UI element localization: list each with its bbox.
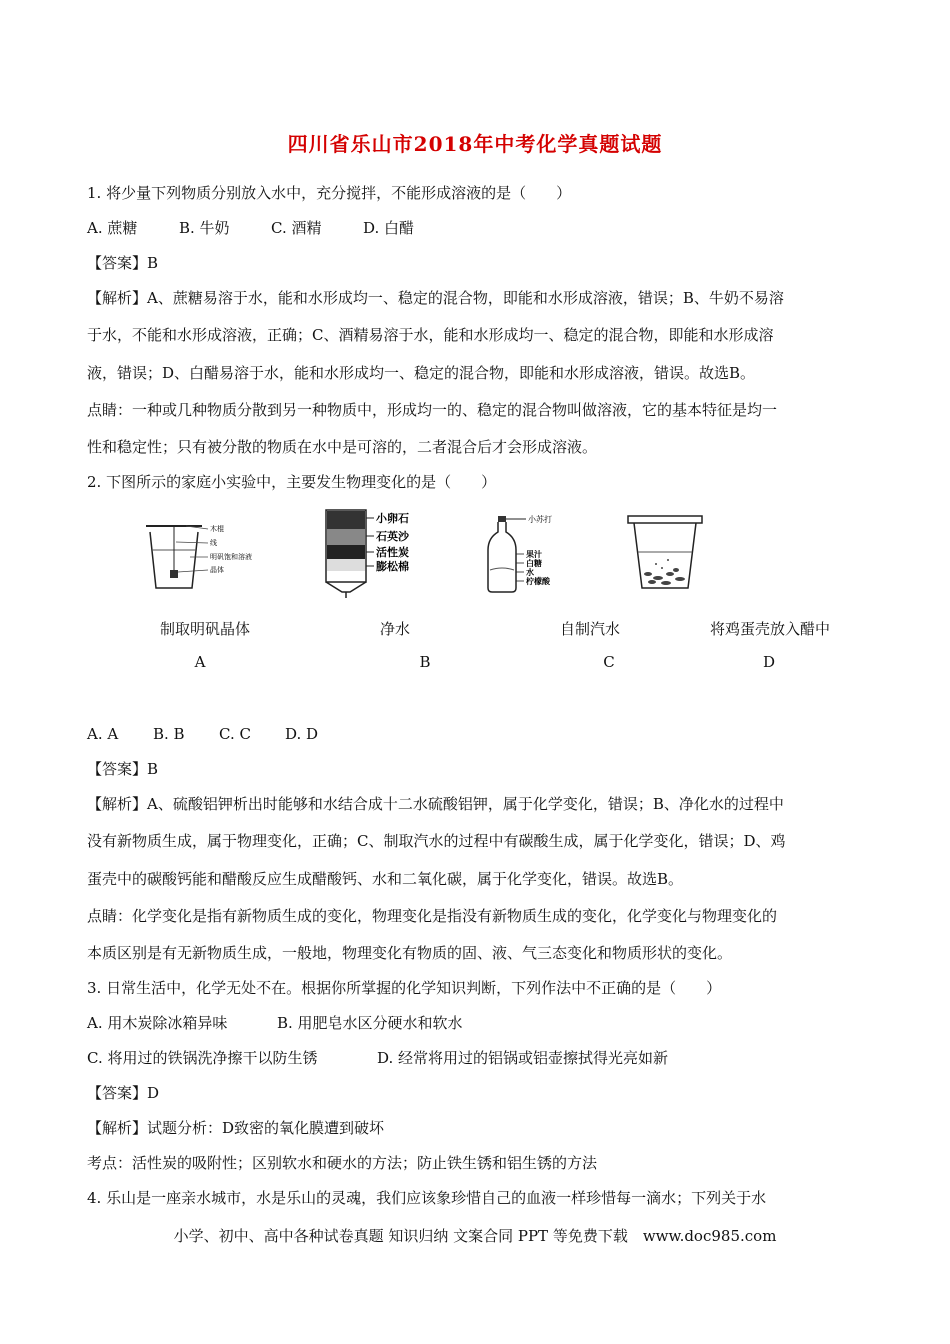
figure-b-label-3: 活性炭 (376, 546, 409, 559)
figure-a-label-4: 晶体 (210, 566, 224, 574)
figure-b-label-1: 小卵石 (376, 512, 409, 525)
q1-answer: 【答案】B (87, 254, 159, 272)
q1-option-d: D. 白醋 (363, 219, 415, 237)
figure-d-letter: D (762, 653, 776, 671)
q3-knowledge-point: 考点：活性炭的吸附性；区别软水和硬水的方法；防止铁生锈和铝生锈的方法 (87, 1154, 598, 1172)
figure-eggshell-vinegar (626, 512, 706, 592)
q3-option-a: A. 用木炭除冰箱异味 (87, 1014, 228, 1032)
figure-a-label-1: 木棍 (210, 525, 224, 533)
q3-answer: 【答案】D (87, 1084, 160, 1102)
q2-options (87, 724, 318, 744)
q1-options (87, 218, 414, 238)
figure-soda-bottle (486, 510, 606, 594)
q3-option-c: C. 将用过的铁锅洗净擦干以防生锈 (87, 1049, 318, 1067)
q2-answer: 【答案】B (87, 760, 159, 778)
figure-c-label-4: 水 (526, 567, 534, 577)
q4-stem: 4. 乐山是一座亲水城市，水是乐山的灵魂，我们应该象珍惜自己的血液一样珍惜每一滴水；下列关于水 (87, 1189, 767, 1207)
figure-c-label-5: 柠檬酸 (526, 576, 550, 586)
q1-option-a: A. 蔗糖 (87, 219, 138, 237)
q1-analysis-line-1: 【解析】A、蔗糖易溶于水，能和水形成均一、稳定的混合物，即能和水形成溶液，错误；B、牛奶不易溶 (87, 289, 784, 307)
figure-water-purifier (318, 506, 438, 598)
figure-b-label-2: 石英沙 (376, 530, 409, 543)
figure-b-caption: 净水 (379, 620, 410, 638)
q2-analysis-line-3: 蛋壳中的碳酸钙能和醋酸反应生成醋酸钙、水和二氧化碳，属于化学变化，错误。故选B。 (87, 870, 684, 888)
q1-analysis-line-2: 于水，不能和水形成溶液，正确；C、酒精易溶于水，能和水形成均一、稳定的混合物，即能和水形成溶 (87, 326, 774, 344)
q2-option-c: C. C (219, 725, 251, 743)
q2-option-d: D. D (285, 725, 319, 743)
q3-analysis: 【解析】试题分析：D致密的氧化膜遭到破坏 (87, 1119, 385, 1137)
q1-option-b: B. 牛奶 (179, 219, 230, 237)
figure-c-label-1: 小苏打 (528, 515, 552, 524)
figure-b-letter: B (419, 653, 431, 671)
q2-analysis-line-2: 没有新物质生成，属于物理变化，正确；C、制取汽水的过程中有碳酸生成，属于化学变化，错误；D、鸡 (87, 832, 786, 850)
q2-option-a: A. A (87, 725, 119, 743)
q3-options-row-1 (87, 1013, 463, 1033)
figure-d-caption: 将鸡蛋壳放入醋中 (709, 620, 830, 638)
q3-options-row-2 (87, 1048, 668, 1068)
q1-analysis-line-3: 液，错误；D、白醋易溶于水，能和水形成均一、稳定的混合物，即能和水形成溶液，错误。故选B。 (87, 364, 756, 382)
page-footer: 小学、初中、高中各种试卷真题 知识归纳 文案合同 PPT 等免费下载 www.doc985.com (173, 1227, 777, 1245)
figure-a-label-2: 线 (210, 539, 217, 547)
q3-stem: 3. 日常生活中，化学无处不在。根据你所掌握的化学知识判断，下列作法中不正确的是（ ） (87, 979, 722, 997)
figure-c-caption: 自制汽水 (559, 620, 620, 638)
q3-option-d: D. 经常将用过的铝锅或铝壶擦拭得光亮如新 (377, 1049, 669, 1067)
figure-c-label-2: 果汁 (526, 549, 542, 559)
figure-alum-crystal (140, 512, 280, 592)
q1-stem: 1. 将少量下列物质分别放入水中，充分搅拌，不能形成溶液的是（ ） (87, 184, 572, 202)
page-title: 四川省乐山市2018年中考化学真题试题 (287, 132, 663, 156)
figure-b-label-4: 膨松棉 (376, 560, 409, 573)
q1-tip-line-2: 性和稳定性；只有被分散的物质在水中是可溶的，二者混合后才会形成溶液。 (87, 438, 598, 456)
q2-tip-line-2: 本质区别是有无新物质生成，一般地，物理变化有物质的固、液、气三态变化和物质形状的变化。 (87, 944, 733, 962)
q2-stem: 2. 下图所示的家庭小实验中，主要发生物理变化的是（ ） (87, 473, 497, 491)
figure-c-label-3: 白糖 (526, 558, 542, 568)
figure-a-letter: A (194, 653, 206, 671)
q2-analysis-line-1: 【解析】A、硫酸铝钾析出时能够和水结合成十二水硫酸铝钾，属于化学变化，错误；B、净化水的过程中 (87, 795, 784, 813)
figure-c-letter: C (603, 653, 615, 671)
q3-option-b: B. 用肥皂水区分硬水和软水 (277, 1014, 463, 1032)
q2-option-b: B. B (153, 725, 185, 743)
q2-tip-line-1: 点睛：化学变化是指有新物质生成的变化，物理变化是指没有新物质生成的变化，化学变化与物理变化的 (87, 907, 778, 925)
figure-a-label-3: 明矾饱和溶液 (210, 553, 252, 561)
figure-a-caption: 制取明矾晶体 (159, 620, 250, 638)
q1-tip-line-1: 点睛：一种或几种物质分散到另一种物质中，形成均一的、稳定的混合物叫做溶液，它的基本特征是均一 (87, 401, 778, 419)
q1-option-c: C. 酒精 (271, 219, 322, 237)
